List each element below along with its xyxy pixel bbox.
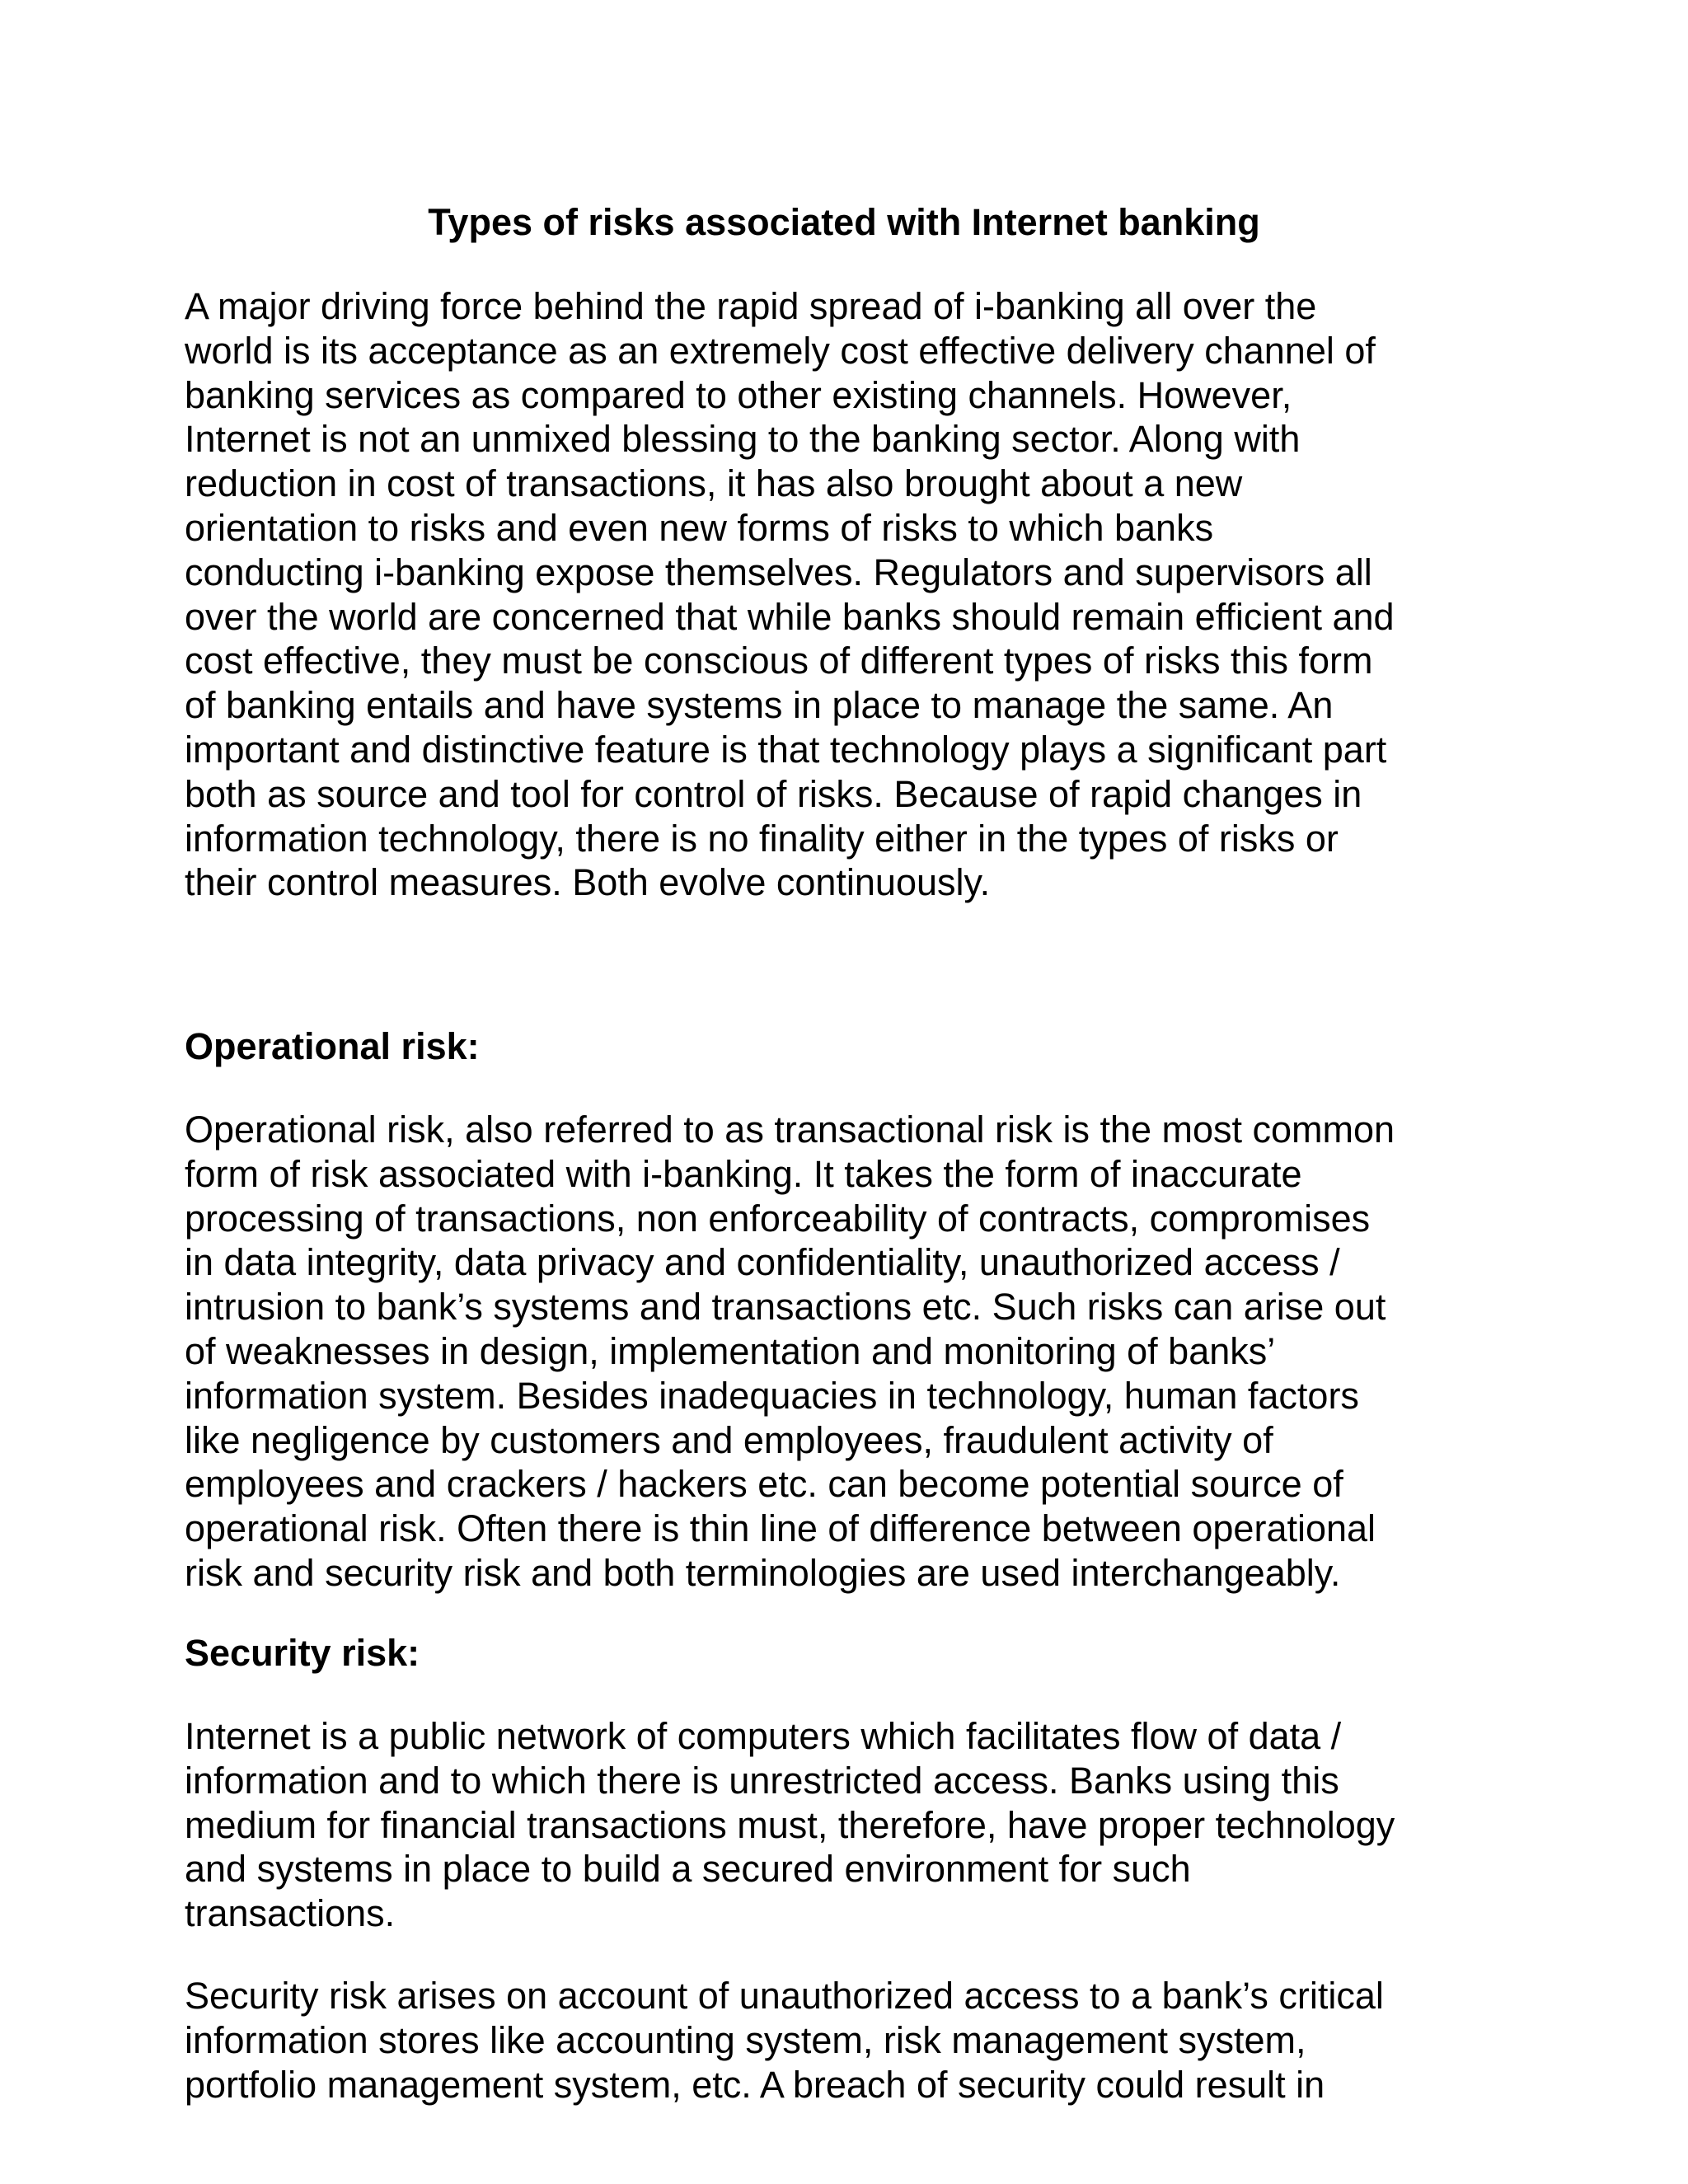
intro-paragraph xyxy=(185,284,1395,905)
text-line: portfolio management system, etc. A breach of security could result in xyxy=(185,2063,1325,2106)
text-line: medium for financial transactions must, therefore, have proper technology xyxy=(185,1803,1395,1846)
text-line: and systems in place to build a secured environment for such xyxy=(185,1848,1191,1891)
text-line: world is its acceptance as an extremely cost effective delivery channel of xyxy=(185,329,1376,372)
text-line: like negligence by customers and employees, fraudulent activity of xyxy=(185,1418,1273,1461)
text-line: orientation to risks and even new forms of risks to which banks xyxy=(185,506,1214,549)
text-line: reduction in cost of transactions, it has also brought about a new xyxy=(185,462,1243,505)
document-title: Types of risks associated with Internet banking xyxy=(428,201,1260,243)
operational-risk-paragraph xyxy=(185,1108,1395,1596)
text-line: in data integrity, data privacy and confidentiality, unauthorized access / xyxy=(185,1241,1340,1284)
text-line: important and distinctive feature is that technology plays a significant part xyxy=(185,728,1387,771)
text-line: employees and crackers / hackers etc. can become potential source of xyxy=(185,1463,1343,1506)
text-line: both as source and tool for control of risks. Because of rapid changes in xyxy=(185,772,1362,815)
text-line: of weaknesses in design, implementation and monitoring of banks’ xyxy=(185,1329,1276,1372)
text-line: information stores like accounting system, risk management system, xyxy=(185,2018,1306,2061)
text-line: operational risk. Often there is thin line of difference between operational xyxy=(185,1507,1376,1550)
operational-risk-heading: Operational risk: xyxy=(185,1025,480,1067)
security-risk-paragraph-1 xyxy=(185,1714,1395,1936)
text-line: processing of transactions, non enforceability of contracts, compromises xyxy=(185,1197,1371,1240)
text-line: risk and security risk and both terminologies are used interchangeably. xyxy=(185,1551,1341,1594)
text-line: banking services as compared to other existing channels. However, xyxy=(185,373,1292,416)
text-line: Internet is a public network of computers which facilitates flow of data / xyxy=(185,1715,1342,1757)
text-line: over the world are concerned that while banks should remain efficient and xyxy=(185,595,1395,638)
security-risk-paragraph-2 xyxy=(185,1974,1384,2107)
text-line: of banking entails and have systems in place to manage the same. An xyxy=(185,684,1334,727)
text-line: form of risk associated with i-banking. It takes the form of inaccurate xyxy=(185,1152,1302,1195)
text-line: Operational risk, also referred to as transactional risk is the most common xyxy=(185,1108,1395,1151)
text-line: cost effective, they must be conscious of different types of risks this form xyxy=(185,640,1373,682)
text-line: information and to which there is unrestricted access. Banks using this xyxy=(185,1759,1339,1802)
text-line: information system. Besides inadequacies in technology, human factors xyxy=(185,1374,1359,1417)
text-line: their control measures. Both evolve continuously. xyxy=(185,861,991,904)
text-line: intrusion to bank’s systems and transactions etc. Such risks can arise out xyxy=(185,1286,1386,1329)
text-line: information technology, there is no finality either in the types of risks or xyxy=(185,817,1339,860)
security-risk-heading: Security risk: xyxy=(185,1632,420,1674)
text-line: Security risk arises on account of unauthorized access to a bank’s critical xyxy=(185,1975,1384,2017)
text-line: conducting i-banking expose themselves. Regulators and supervisors all xyxy=(185,551,1372,593)
text-line: transactions. xyxy=(185,1892,396,1935)
text-line: Internet is not an unmixed blessing to the banking sector. Along with xyxy=(185,418,1301,461)
text-line: A major driving force behind the rapid spread of i-banking all over the xyxy=(185,285,1317,327)
